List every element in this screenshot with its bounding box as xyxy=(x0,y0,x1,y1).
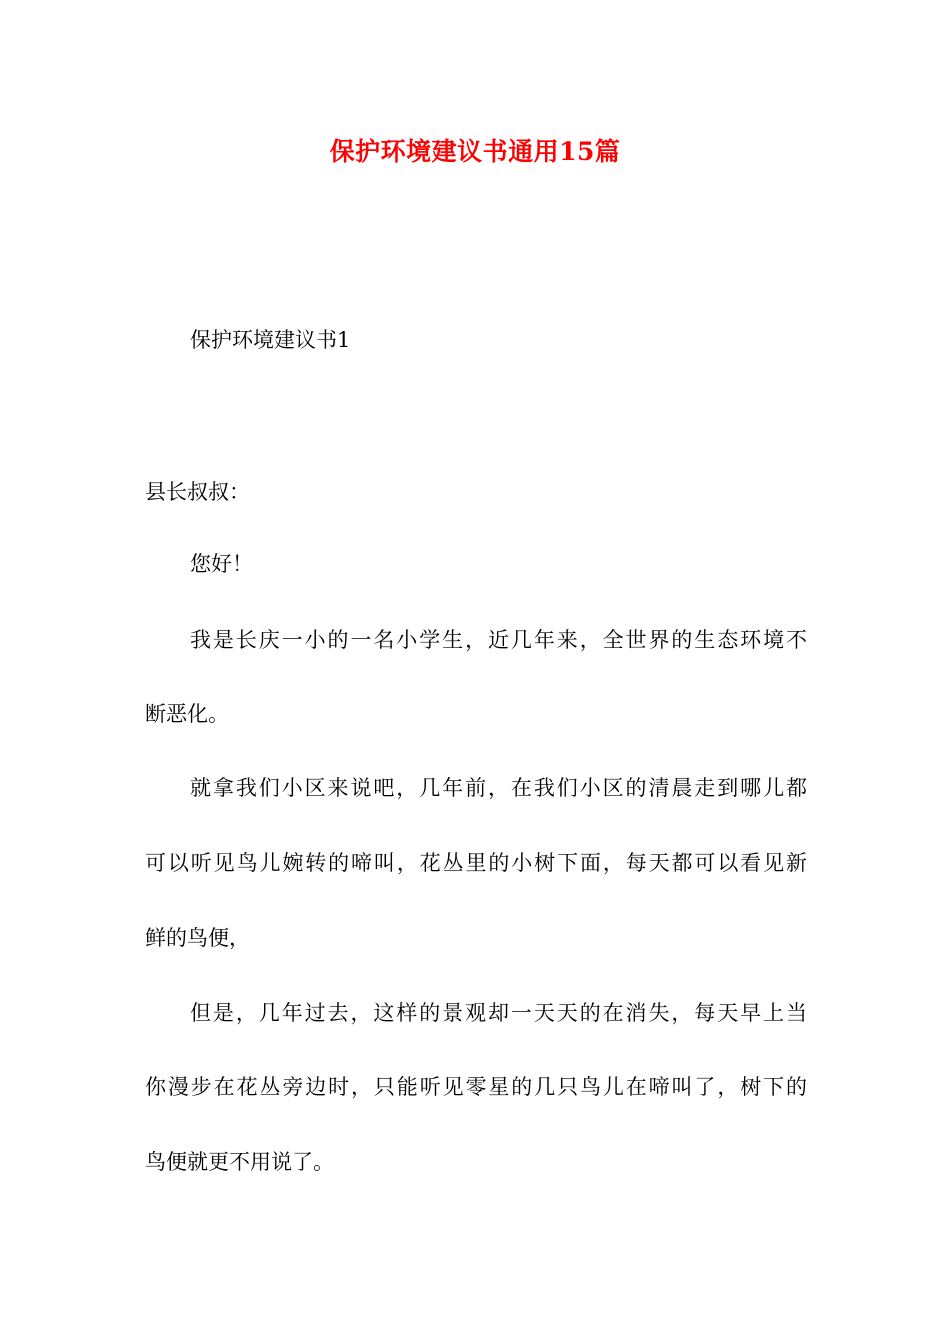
paragraph-line: 就拿我们小区来说吧，几年前，在我们小区的清晨走到哪儿都 xyxy=(190,776,807,800)
paragraph-line: 我是长庆一小的一名小学生，近几年来，全世界的生态环境不 xyxy=(190,628,807,652)
paragraph-line: 但是，几年过去，这样的景观却一天天的在消失，每天早上当 xyxy=(190,1001,807,1025)
paragraph-line: 断恶化。 xyxy=(145,702,229,726)
section-heading: 保护环境建议书1 xyxy=(190,328,351,352)
paragraph-line: 鲜的鸟便， xyxy=(145,926,250,950)
salutation: 县长叔叔： xyxy=(145,480,250,504)
document-title: 保护环境建议书通用15篇 xyxy=(329,137,621,166)
greeting: 您好！ xyxy=(190,552,253,576)
paragraph-line: 你漫步在花丛旁边时，只能听见零星的几只鸟儿在啼叫了，树下的 xyxy=(145,1075,807,1099)
paragraph-line: 鸟便就更不用说了。 xyxy=(145,1150,334,1174)
paragraph-line: 可以听见鸟儿婉转的啼叫，花丛里的小树下面，每天都可以看见新 xyxy=(145,851,807,875)
